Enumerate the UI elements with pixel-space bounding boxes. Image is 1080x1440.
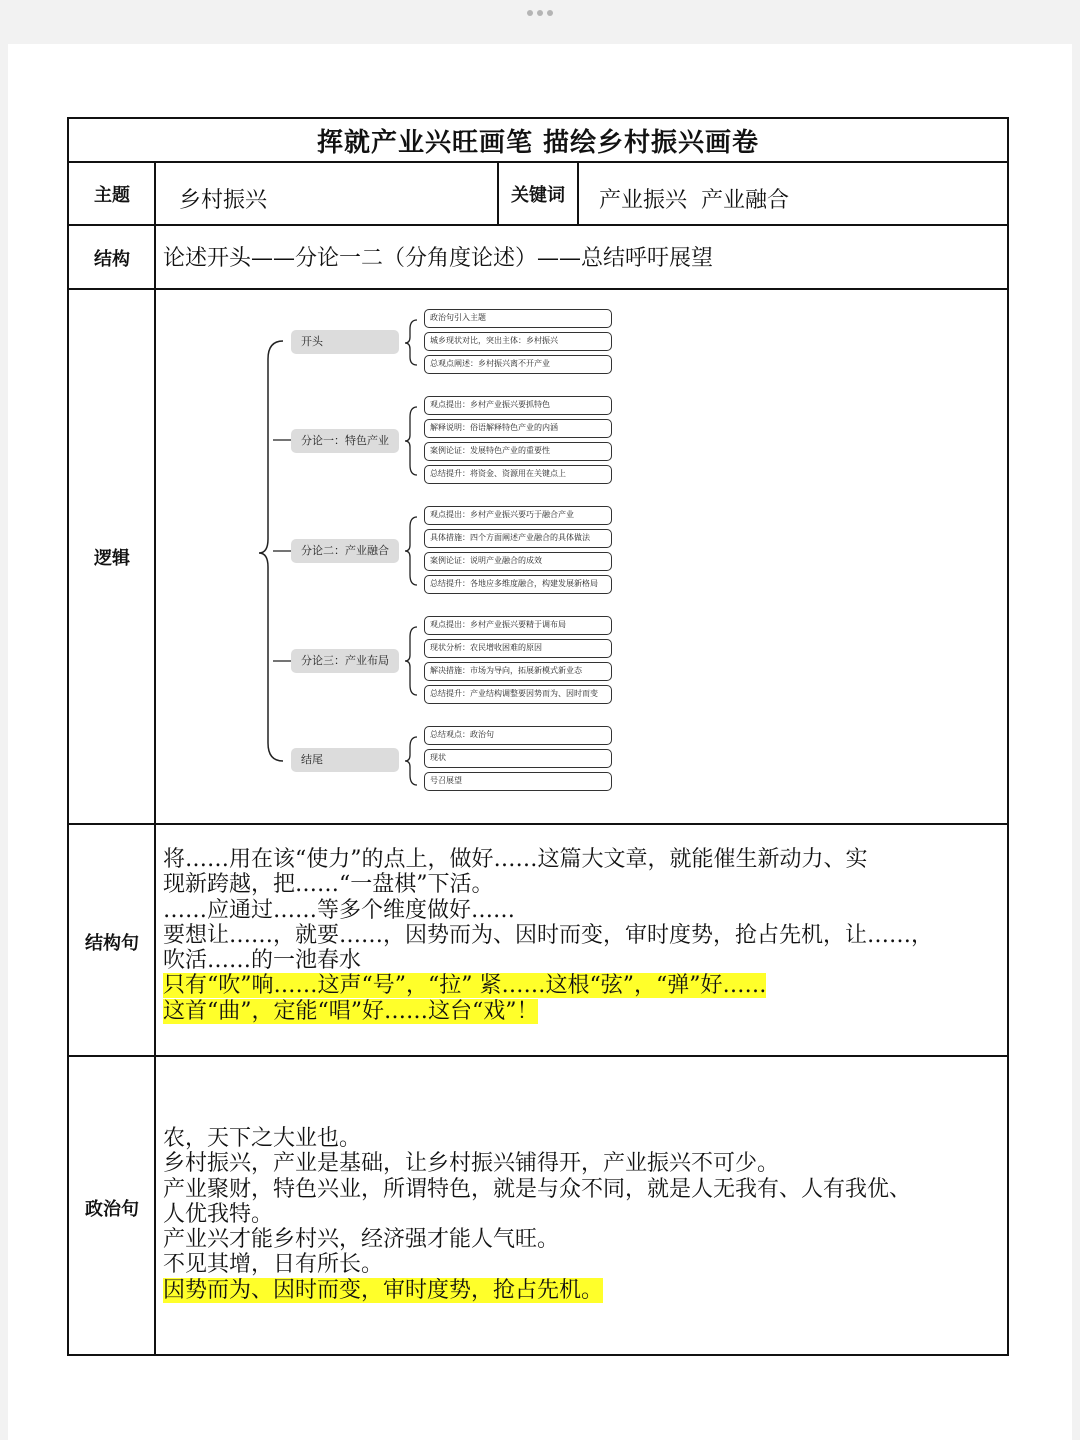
political-label: 政治句 [85,1199,139,1220]
sentence-line: ……应通过……等多个维度做好…… [163,897,516,923]
theme-value: 乡村振兴 [179,188,268,213]
mindmap-leaf: 案例论证：发展特色产业的重要性 [424,442,612,461]
political-line: 不见其增，日有所长。 [163,1252,384,1278]
mindmap-leaf: 城乡现状对比，突出主体：乡村振兴 [424,332,612,351]
political-line: 产业聚财，特色兴业，所谓特色，就是与众不同，就是人无我有、人有我优、 [163,1176,912,1202]
highlighted-sentence: 这首“曲”，定能“唱”好……这台“戏”！ [163,998,539,1024]
highlighted-sentence: 只有“吹”响……这声“号”，“拉” 紧……这根“弦”，“弹”好…… [163,973,767,999]
logic-label: 逻辑 [94,548,130,569]
structure-sentences [163,847,993,1024]
mindmap-leaf: 总观点阐述：乡村振兴离不开产业 [424,355,612,374]
mindmap-leaf: 总结提升：将资金、资源用在关键点上 [424,465,612,484]
page-title: 挥就产业兴旺画笔 描绘乡村振兴画卷 [316,128,760,158]
mindmap-leaf: 现状分析：农民增收困难的原因 [424,639,612,658]
mindmap-node: 开头 [291,330,399,354]
mindmap-leaf: 总结提升：产业结构调整要因势而为、因时而变 [424,685,612,704]
keyword-label: 关键词 [511,185,565,206]
mindmap-leaf: 总结提升：各地应多维度融合，构建发展新格局 [424,575,612,594]
political-sentences [163,1126,993,1303]
mindmap-leaf: 总结观点：政治句 [424,726,612,745]
mindmap-leaf: 解释说明：俗语解释特色产业的内涵 [424,419,612,438]
mindmap-node: 分论三：产业布局 [291,649,399,673]
structure-label: 结构 [94,249,130,270]
mindmap-leaf: 现状 [424,749,612,768]
mindmap-leaf: 号召展望 [424,772,612,791]
political-line: 农，天下之大业也。 [163,1126,362,1151]
mindmap-leaf: 观点提出：乡村产业振兴要巧于融合产业 [424,506,612,525]
mindmap-leaf: 观点提出：乡村产业振兴要抓特色 [424,396,612,415]
sentence-line: 将……用在该“使力”的点上，做好……这篇大文章，就能催生新动力、实 [163,847,868,872]
keyword-value: 产业振兴 产业融合 [599,188,789,213]
highlighted-political: 因势而为、因时而变，审时度势，抢占先机。 [163,1277,604,1303]
mindmap-node: 结尾 [291,748,399,772]
mindmap-leaf: 解决措施：市场为导向，拓展新模式新业态 [424,662,612,681]
mindmap-leaf: 观点提出：乡村产业振兴要精于调布局 [424,616,612,635]
mindmap-node: 分论二：产业融合 [291,539,399,563]
sentence-line: 要想让……，就要……，因势而为、因时而变，审时度势，抢占先机，让……， [163,922,934,948]
more-options-icon[interactable] [522,8,558,18]
political-line: 人优我特。 [163,1201,274,1227]
mindmap-leaf: 政治句引入主题 [424,309,612,328]
sentences-label: 结构句 [85,933,139,954]
mindmap-node: 分论一：特色产业 [291,429,399,453]
sentence-line: 现新跨越，把……“一盘棋”下活。 [163,872,494,898]
sentence-line: 吹活……的一池春水 [163,948,362,974]
essay-table [67,117,1009,1356]
structure-value: 论述开头——分论一二（分角度论述）——总结呼吁展望 [163,246,714,271]
mindmap-leaf: 案例论证：说明产业融合的成效 [424,552,612,571]
political-line: 产业兴才能乡村兴，经济强才能人气旺。 [163,1227,560,1253]
mindmap-leaf: 具体措施：四个方面阐述产业融合的具体做法 [424,529,612,548]
political-line: 乡村振兴，产业是基础，让乡村振兴铺得开，产业振兴不可少。 [163,1151,780,1177]
theme-label: 主题 [94,185,130,206]
